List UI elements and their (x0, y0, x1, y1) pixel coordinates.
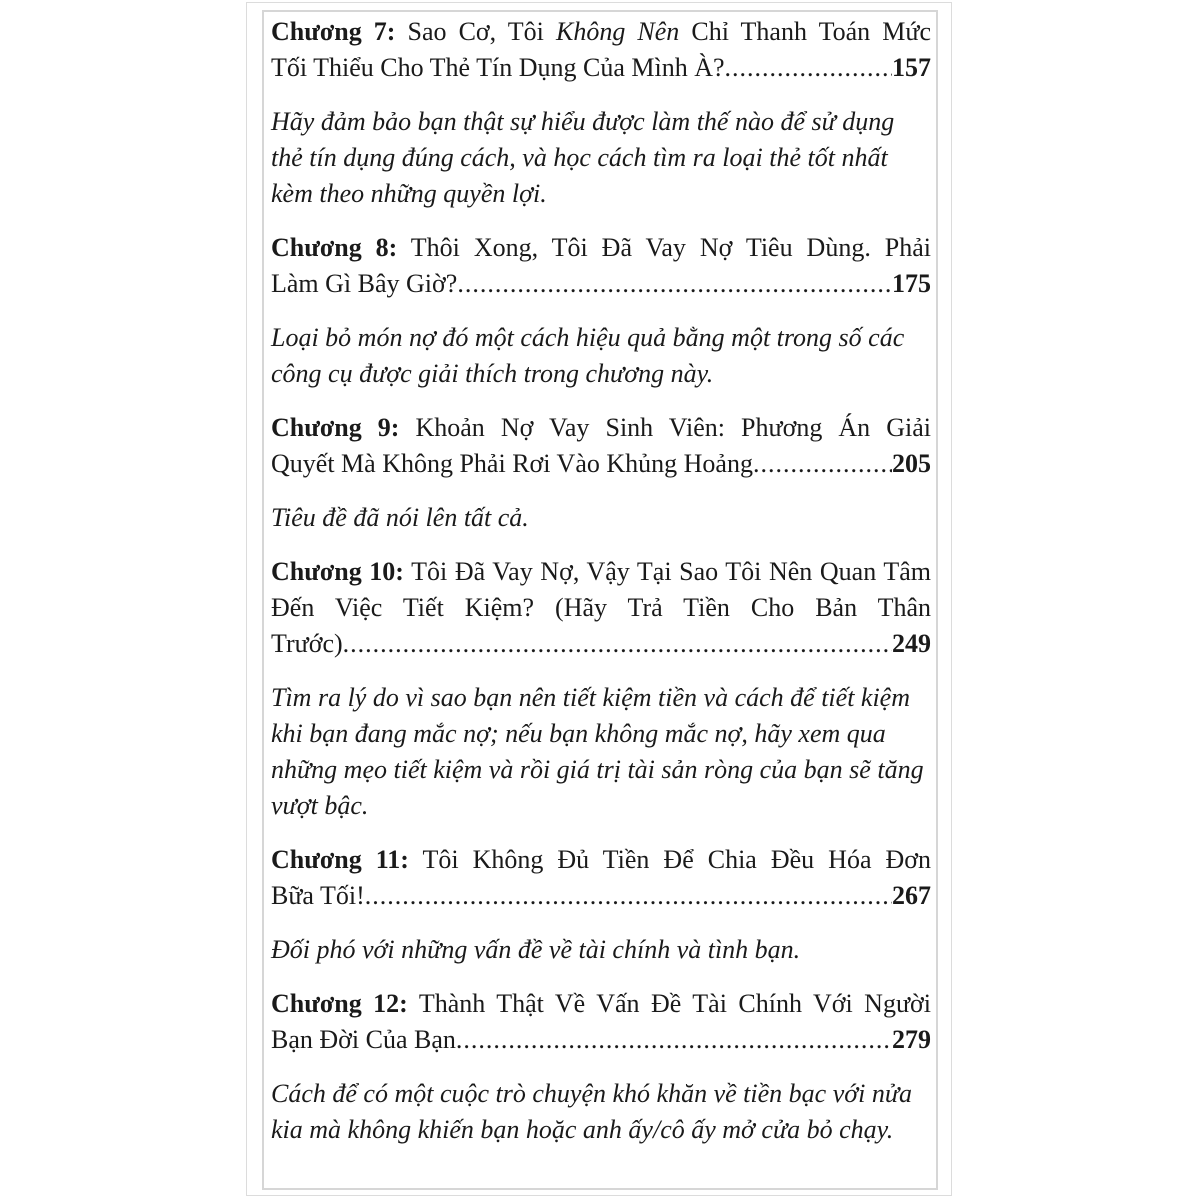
chapter-description: Tiêu đề đã nói lên tất cả. (271, 503, 529, 532)
chapter-label: Chương 12: (271, 989, 408, 1018)
toc-entry-chapter-11 (271, 842, 931, 968)
toc-entry-chapter-7 (271, 14, 931, 212)
chapter-description: Tìm ra lý do vì sao bạn nên tiết kiệm tiền và cách để tiết kiệm khi bạn đang mắc nợ; nếu bạn không mắc nợ, hãy xem qua những mẹo tiết kiệm và rồi giá trị tài sản ròng của bạn sẽ tăng vượt bậc. (271, 683, 924, 820)
chapter-title-part: Tôi Đã Vay Nợ, Vậy Tại Sao Tôi Nên Quan (411, 557, 877, 586)
toc-entry-chapter-9 (271, 410, 931, 536)
chapter-title-end: Làm Gì Bây Giờ? (271, 269, 458, 298)
chapter-heading (271, 230, 931, 302)
chapter-title-end: Bữa Tối! (271, 881, 365, 910)
chapter-label: Chương 8: (271, 233, 398, 262)
chapter-description: Hãy đảm bảo bạn thật sự hiểu được làm thế nào để sử dụng thẻ tín dụng đúng cách, và học cách tìm ra loại thẻ tốt nhất kèm theo những quyền lợi. (271, 107, 895, 208)
dot-leader (365, 878, 892, 914)
chapter-title-part: Khoản Nợ Vay Sinh Viên: Phương Án Giải (415, 413, 931, 442)
chapter-description: Đối phó với những vấn đề về tài chính và tình bạn. (271, 935, 801, 964)
dot-leader (343, 626, 892, 662)
chapter-heading (271, 410, 931, 482)
chapter-title-last-line (271, 50, 931, 86)
chapter-label: Chương 7: (271, 17, 396, 46)
toc-entry-chapter-10 (271, 554, 931, 824)
chapter-title-part: Tâm Đến Việc Tiết Kiệm? (Hãy Trả Tiền Cho Bản Thân (271, 557, 932, 622)
dot-leader (753, 446, 892, 482)
chapter-title-part: Sao Cơ, Tôi (407, 17, 556, 46)
chapter-label: Chương 9: (271, 413, 400, 442)
chapter-title-emphasis: Không Nên (555, 17, 680, 46)
chapter-description: Cách để có một cuộc trò chuyện khó khăn về tiền bạc với nửa kia mà không khiến bạn hoặc anh ấy/cô ấy mở cửa bỏ chạy. (271, 1079, 913, 1144)
chapter-label: Chương 11: (271, 845, 409, 874)
dot-leader (725, 50, 892, 86)
chapter-title-end: Bạn Đời Của Bạn (271, 1025, 456, 1054)
chapter-heading (271, 554, 931, 662)
page-number: 279 (892, 1025, 931, 1054)
page-number: 267 (892, 881, 931, 910)
chapter-title-last-line (271, 446, 931, 482)
chapter-title-part: Tôi Không Đủ Tiền Để Chia Đều Hóa Đơn (422, 845, 932, 874)
chapter-title-end: Quyết Mà Không Phải Rơi Vào Khủng Hoảng (271, 449, 753, 478)
dot-leader (457, 266, 892, 302)
chapter-title-part: Chỉ Thanh Toán Mức (679, 17, 932, 46)
chapter-label: Chương 10: (271, 557, 404, 586)
chapter-title-last-line (271, 1022, 931, 1058)
dot-leader (456, 1022, 892, 1058)
chapter-title-end: Tối Thiểu Cho Thẻ Tín Dụng Của Mình À? (271, 53, 725, 82)
chapter-title-last-line (271, 878, 931, 914)
chapter-heading (271, 986, 931, 1058)
toc-entry-chapter-12 (271, 986, 931, 1148)
page-number: 205 (892, 449, 931, 478)
page-number: 175 (892, 269, 931, 298)
chapter-title-last-line (271, 266, 931, 302)
chapter-title-part: Thành Thật Về Vấn Đề Tài Chính Với Người (418, 989, 932, 1018)
chapter-title-end: Trước) (271, 629, 343, 658)
page-number: 249 (892, 629, 931, 658)
chapter-heading (271, 14, 931, 86)
chapter-title-last-line (271, 626, 931, 662)
toc-entry-chapter-8 (271, 230, 931, 392)
chapter-title-part: Thôi Xong, Tôi Đã Vay Nợ Tiêu Dùng. Phải (410, 233, 931, 262)
page-number: 157 (892, 53, 931, 82)
chapter-heading (271, 842, 931, 914)
table-of-contents (271, 14, 931, 1148)
chapter-description: Loại bỏ món nợ đó một cách hiệu quả bằng một trong số các công cụ được giải thích trong chương này. (271, 323, 905, 388)
